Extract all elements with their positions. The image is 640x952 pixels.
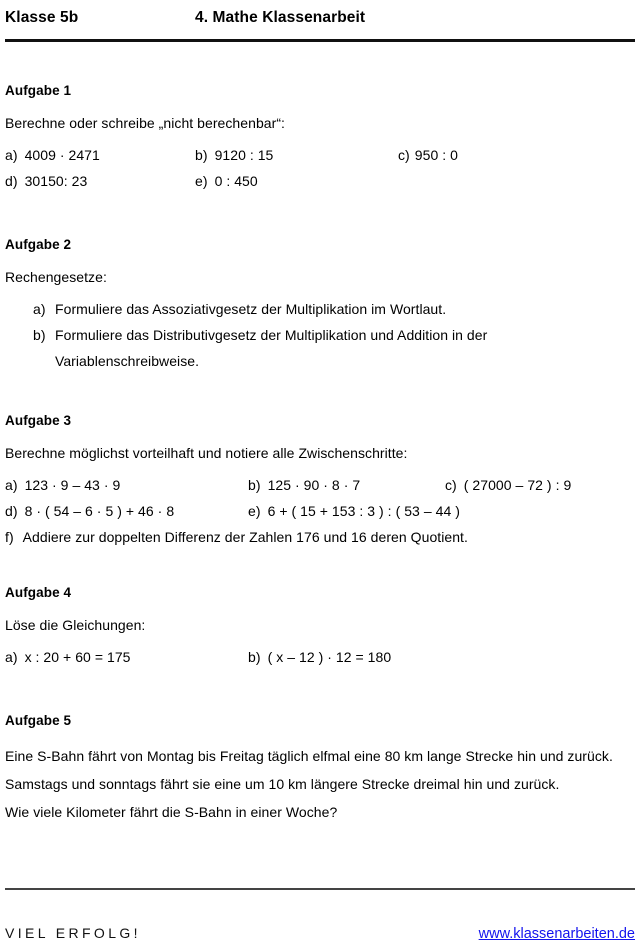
task-4-item-b [248, 644, 391, 670]
task-2-item-a-text: Formuliere das Assoziativgesetz der Multiplikation im Wortlaut. [55, 301, 447, 317]
task-3-item-d-text: 8 · ( 54 – 6 · 5 ) + 46 · 8 [24, 503, 175, 519]
task-3-item-e-text: 6 + ( 15 + 153 : 3 ) : ( 53 – 44 ) [267, 503, 460, 519]
task-3-item-b-text: 125 · 90 · 8 · 7 [267, 477, 361, 493]
task-2-intro: Rechengesetze: [5, 269, 107, 285]
task-3-item-c [445, 472, 571, 498]
task-3-item-c-text: ( 27000 – 72 ) : 9 [463, 477, 572, 493]
task-2 [5, 232, 635, 374]
task-3 [5, 408, 635, 550]
task-1-item-a [5, 142, 195, 168]
task-3-item-f [5, 524, 468, 550]
task-3-item-c-label: c) [445, 477, 457, 493]
task-1-item-a-text: 4009 · 2471 [24, 147, 100, 163]
page-title: 4. Mathe Klassenarbeit [195, 9, 366, 26]
task-3-row-3 [5, 524, 635, 550]
task-1-title: Aufgabe 1 [5, 83, 72, 98]
task-1-item-b-text: 9120 : 15 [214, 147, 274, 163]
task-3-item-f-text: Addiere zur doppelten Differenz der Zahlen 176 und 16 deren Quotient. [22, 529, 468, 545]
task-1-row-2 [5, 168, 635, 194]
task-4-title: Aufgabe 4 [5, 585, 72, 600]
task-1-item-c-label: c) [398, 147, 410, 163]
class-label: Klasse 5b [5, 9, 79, 26]
task-1-intro: Berechne oder schreibe „nicht berechenbar“: [5, 115, 285, 131]
task-5-question: Wie viele Kilometer fährt die S-Bahn in einer Woche? [5, 804, 338, 820]
task-5-body: Eine S-Bahn fährt von Montag bis Freitag täglich elfmal eine 80 km lange Strecke hin und zurück. Samstags und sonntags fährt sie eine um 10 km längere Strecke dreimal hin und zurück. [5, 748, 613, 792]
task-3-item-a-text: 123 · 9 – 43 · 9 [24, 477, 121, 493]
task-1-item-d-label: d) [5, 173, 18, 189]
task-4-item-b-label: b) [248, 649, 261, 665]
footer-divider [5, 888, 635, 890]
task-4-item-a [5, 644, 248, 670]
task-4-item-b-text: ( x – 12 ) · 12 = 180 [267, 649, 392, 665]
website-link[interactable]: www.klassenarbeiten.de [478, 926, 635, 942]
task-5-title: Aufgabe 5 [5, 713, 72, 728]
page-footer [5, 925, 635, 942]
task-1-row-1 [5, 142, 635, 168]
task-3-title: Aufgabe 3 [5, 413, 72, 428]
task-3-row-2 [5, 498, 635, 524]
task-3-row-1 [5, 472, 635, 498]
task-2-title: Aufgabe 2 [5, 237, 72, 252]
task-3-item-d-label: d) [5, 503, 18, 519]
header-divider [5, 39, 635, 42]
task-2-item-b [5, 322, 635, 374]
task-4-item-a-label: a) [5, 649, 18, 665]
task-4 [5, 580, 635, 670]
task-3-item-f-label: f) [5, 529, 14, 545]
task-3-item-e [248, 498, 460, 524]
task-1-item-e-label: e) [195, 173, 208, 189]
task-2-items [5, 296, 635, 374]
task-2-item-b-label: b) [33, 327, 46, 343]
task-4-item-a-text: x : 20 + 60 = 175 [24, 649, 131, 665]
task-1-item-b [195, 142, 398, 168]
task-3-intro: Berechne möglichst vorteilhaft und notiere alle Zwischenschritte: [5, 445, 408, 461]
task-1-item-e-text: 0 : 450 [214, 173, 258, 189]
task-1-item-a-label: a) [5, 147, 18, 163]
task-2-item-b-text: Formuliere das Distributivgesetz der Multiplikation und Addition in der Variablenschreibweise. [55, 327, 488, 369]
task-4-intro: Löse die Gleichungen: [5, 617, 146, 633]
task-3-item-b [248, 472, 445, 498]
task-4-row-1 [5, 644, 635, 670]
task-2-item-a [5, 296, 635, 322]
task-1-item-d-text: 30150: 23 [24, 173, 88, 189]
worksheet-body [5, 35, 635, 826]
task-1-item-c-text: 950 : 0 [414, 147, 458, 163]
task-3-item-a [5, 472, 248, 498]
task-3-item-a-label: a) [5, 477, 18, 493]
task-1-item-b-label: b) [195, 147, 208, 163]
task-3-item-b-label: b) [248, 477, 261, 493]
task-2-item-a-label: a) [33, 301, 46, 317]
good-luck-text: VIEL ERFOLG! [5, 925, 141, 941]
task-1-item-d [5, 168, 195, 194]
task-1-item-c [398, 142, 458, 168]
task-3-item-e-label: e) [248, 503, 261, 519]
page-header [5, 0, 635, 35]
task-3-item-d [5, 498, 248, 524]
task-1 [5, 78, 635, 194]
task-1-item-e [195, 168, 258, 194]
task-5 [5, 708, 635, 826]
